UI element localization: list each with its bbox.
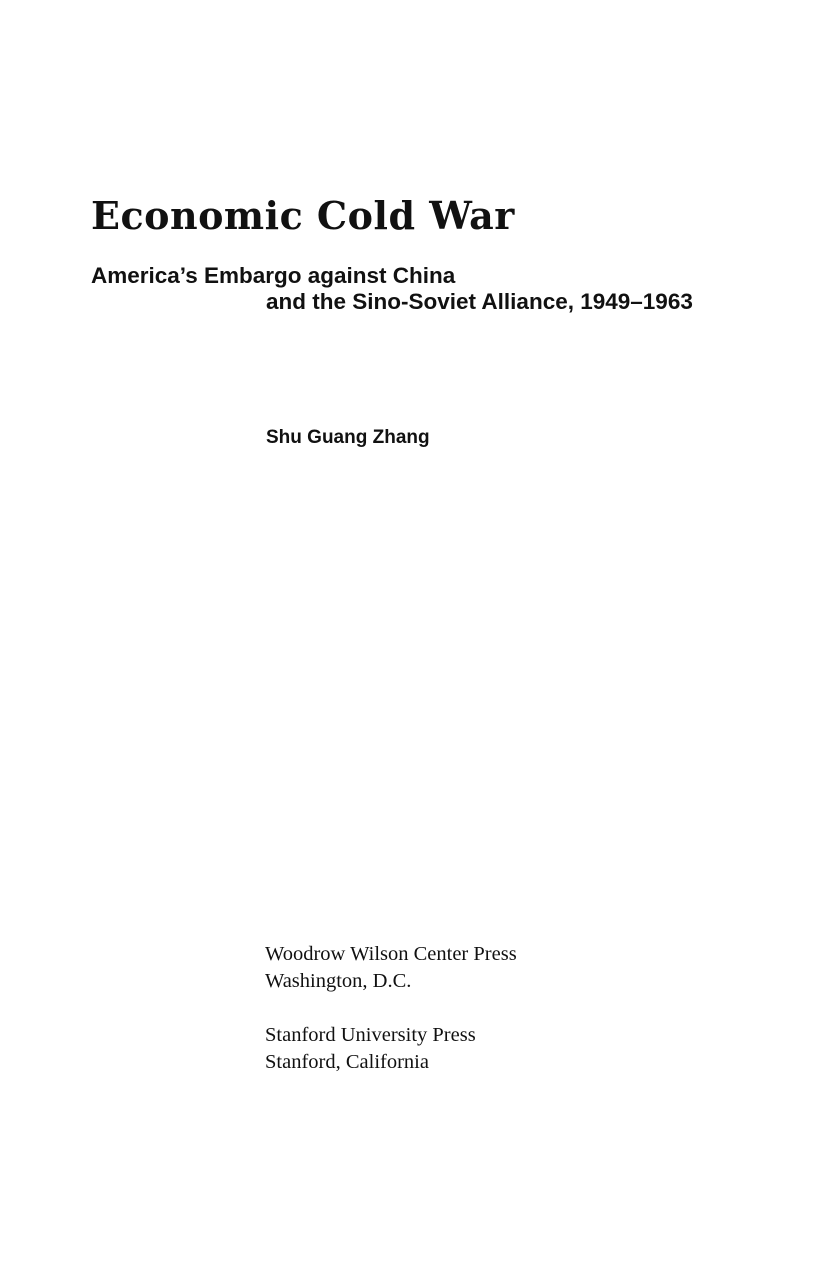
publisher-name: Stanford University Press xyxy=(265,1024,476,1046)
publisher-block-2 xyxy=(265,1022,476,1076)
book-subtitle-line-1: America’s Embargo against China xyxy=(91,263,456,288)
book-subtitle-line-2: and the Sino-Soviet Alliance, 1949–1963 xyxy=(266,289,693,314)
publisher-name: Woodrow Wilson Center Press xyxy=(265,943,517,965)
book-author: Shu Guang Zhang xyxy=(266,427,430,448)
publisher-location: Washington, D.C. xyxy=(265,970,412,992)
book-title: Economic Cold War xyxy=(91,193,515,238)
publisher-block-1 xyxy=(265,941,517,995)
publisher-location: Stanford, California xyxy=(265,1051,429,1073)
